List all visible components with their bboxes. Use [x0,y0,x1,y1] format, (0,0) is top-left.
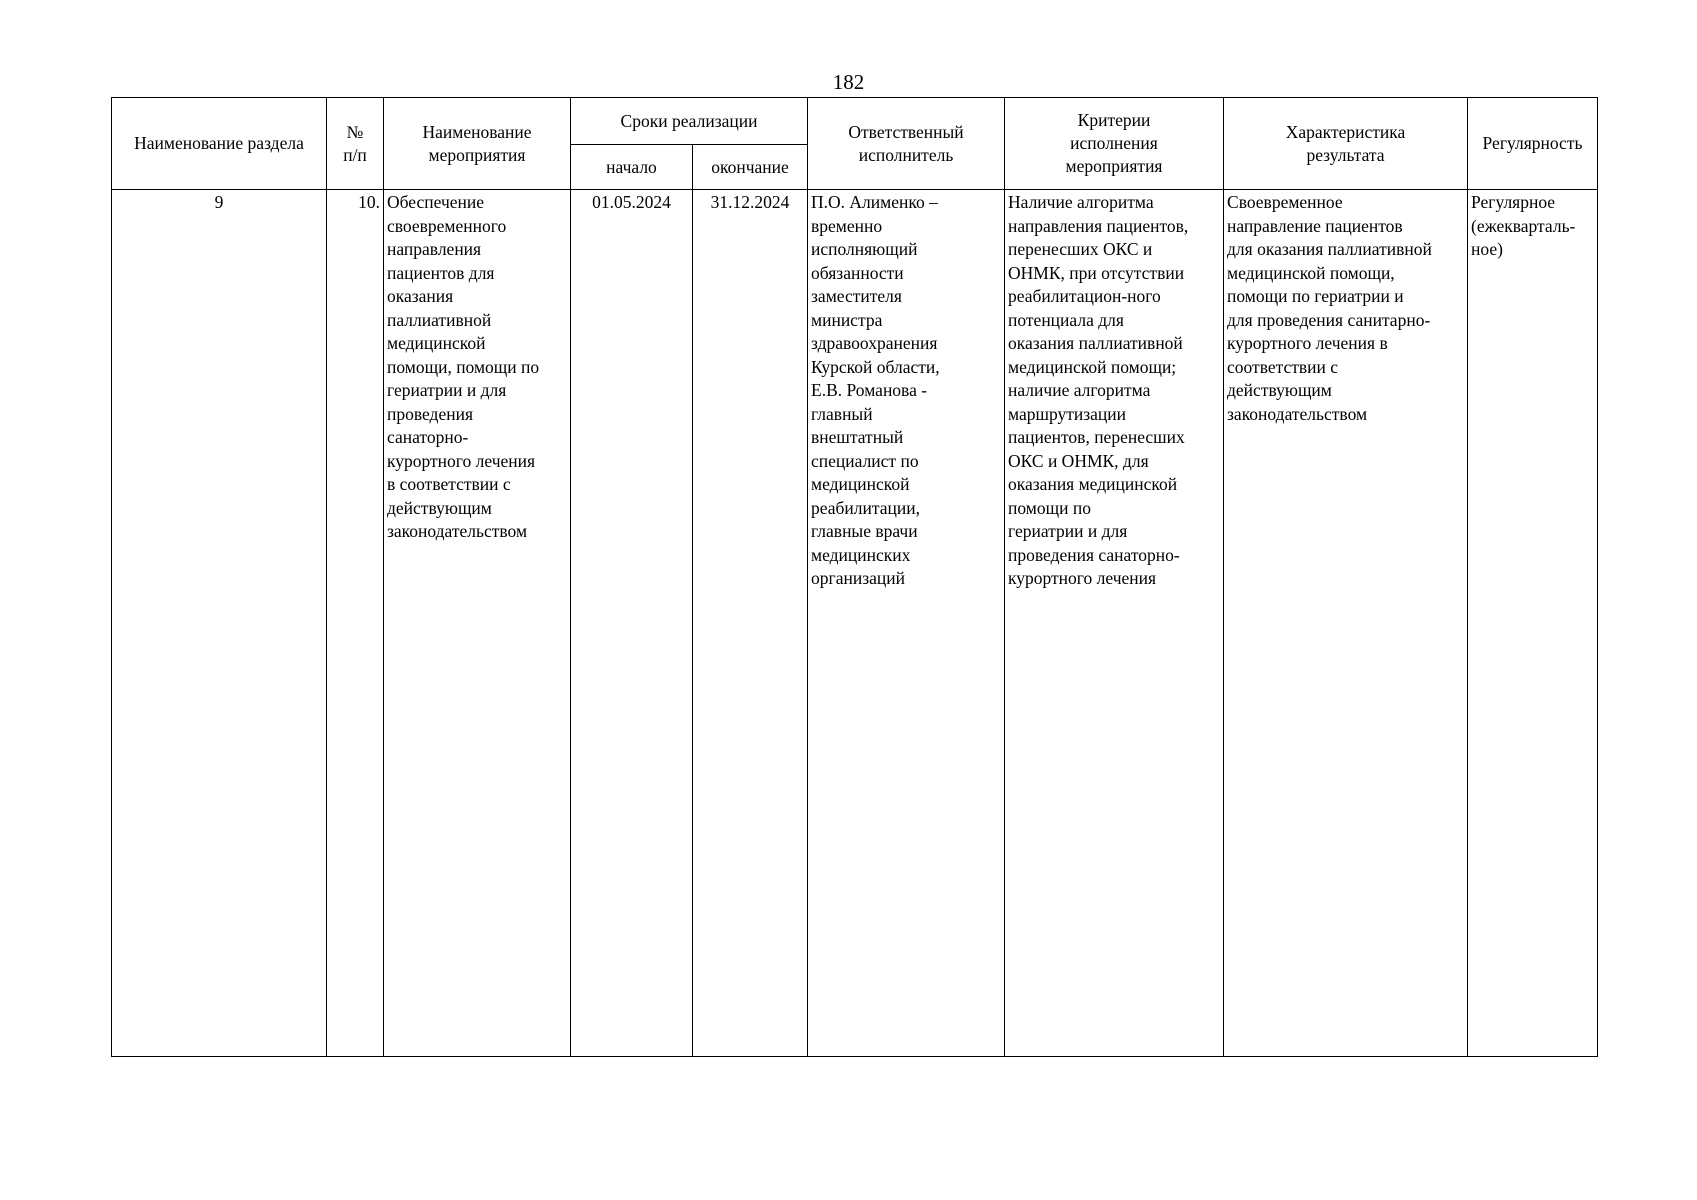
table-header-row [112,98,1598,145]
header-section-name: Наименование раздела [112,98,327,190]
header-criteria: Критерии исполнения мероприятия [1005,98,1224,190]
cell-end-date: 31.12.2024 [693,190,808,1057]
header-terms: Сроки реализации [571,98,808,145]
header-regularity: Регулярность [1468,98,1598,190]
cell-criteria: Наличие алгоритма направления пациентов, перенесших ОКС и ОНМК, при отсутствии реабилитацион-ного потенциала для оказания паллиативной медицинской помощи; наличие алгоритма маршрутизации пациентов, перенесших ОКС и ОНМК, для оказания медицинской помощи по гериатрии и для проведения санаторно- курортного лечения [1005,190,1224,1057]
header-number: № п/п [327,98,384,190]
cell-event: Обеспечение своевременного направления пациентов для оказания паллиативной медицинской помощи, помощи по гериатрии и для проведения санаторно- курортного лечения в соответствии с действующим законодательством [384,190,571,1057]
page-number: 182 [832,70,865,94]
activity-plan-table [111,97,1598,1057]
header-end: окончание [693,145,808,190]
cell-regularity: Регулярное (ежекварталь- ное) [1468,190,1598,1057]
header-event-name: Наименование мероприятия [384,98,571,190]
cell-section: 9 [112,190,327,1057]
cell-start-date: 01.05.2024 [571,190,693,1057]
header-responsible: Ответственный исполнитель [808,98,1005,190]
header-result: Характеристика результата [1224,98,1468,190]
cell-result: Своевременное направление пациентов для оказания паллиативной медицинской помощи, помощи по гериатрии и для проведения санитарно- курортного лечения в соответствии с действующим законодательством [1224,190,1468,1057]
table-row [112,190,1598,1057]
header-start: начало [571,145,693,190]
cell-number: 10. [327,190,384,1057]
cell-responsible: П.О. Алименко – временно исполняющий обязанности заместителя министра здравоохранения Курской области, Е.В. Романова - главный внештатный специалист по медицинской реабилитации, главные врачи медицинских организаций [808,190,1005,1057]
